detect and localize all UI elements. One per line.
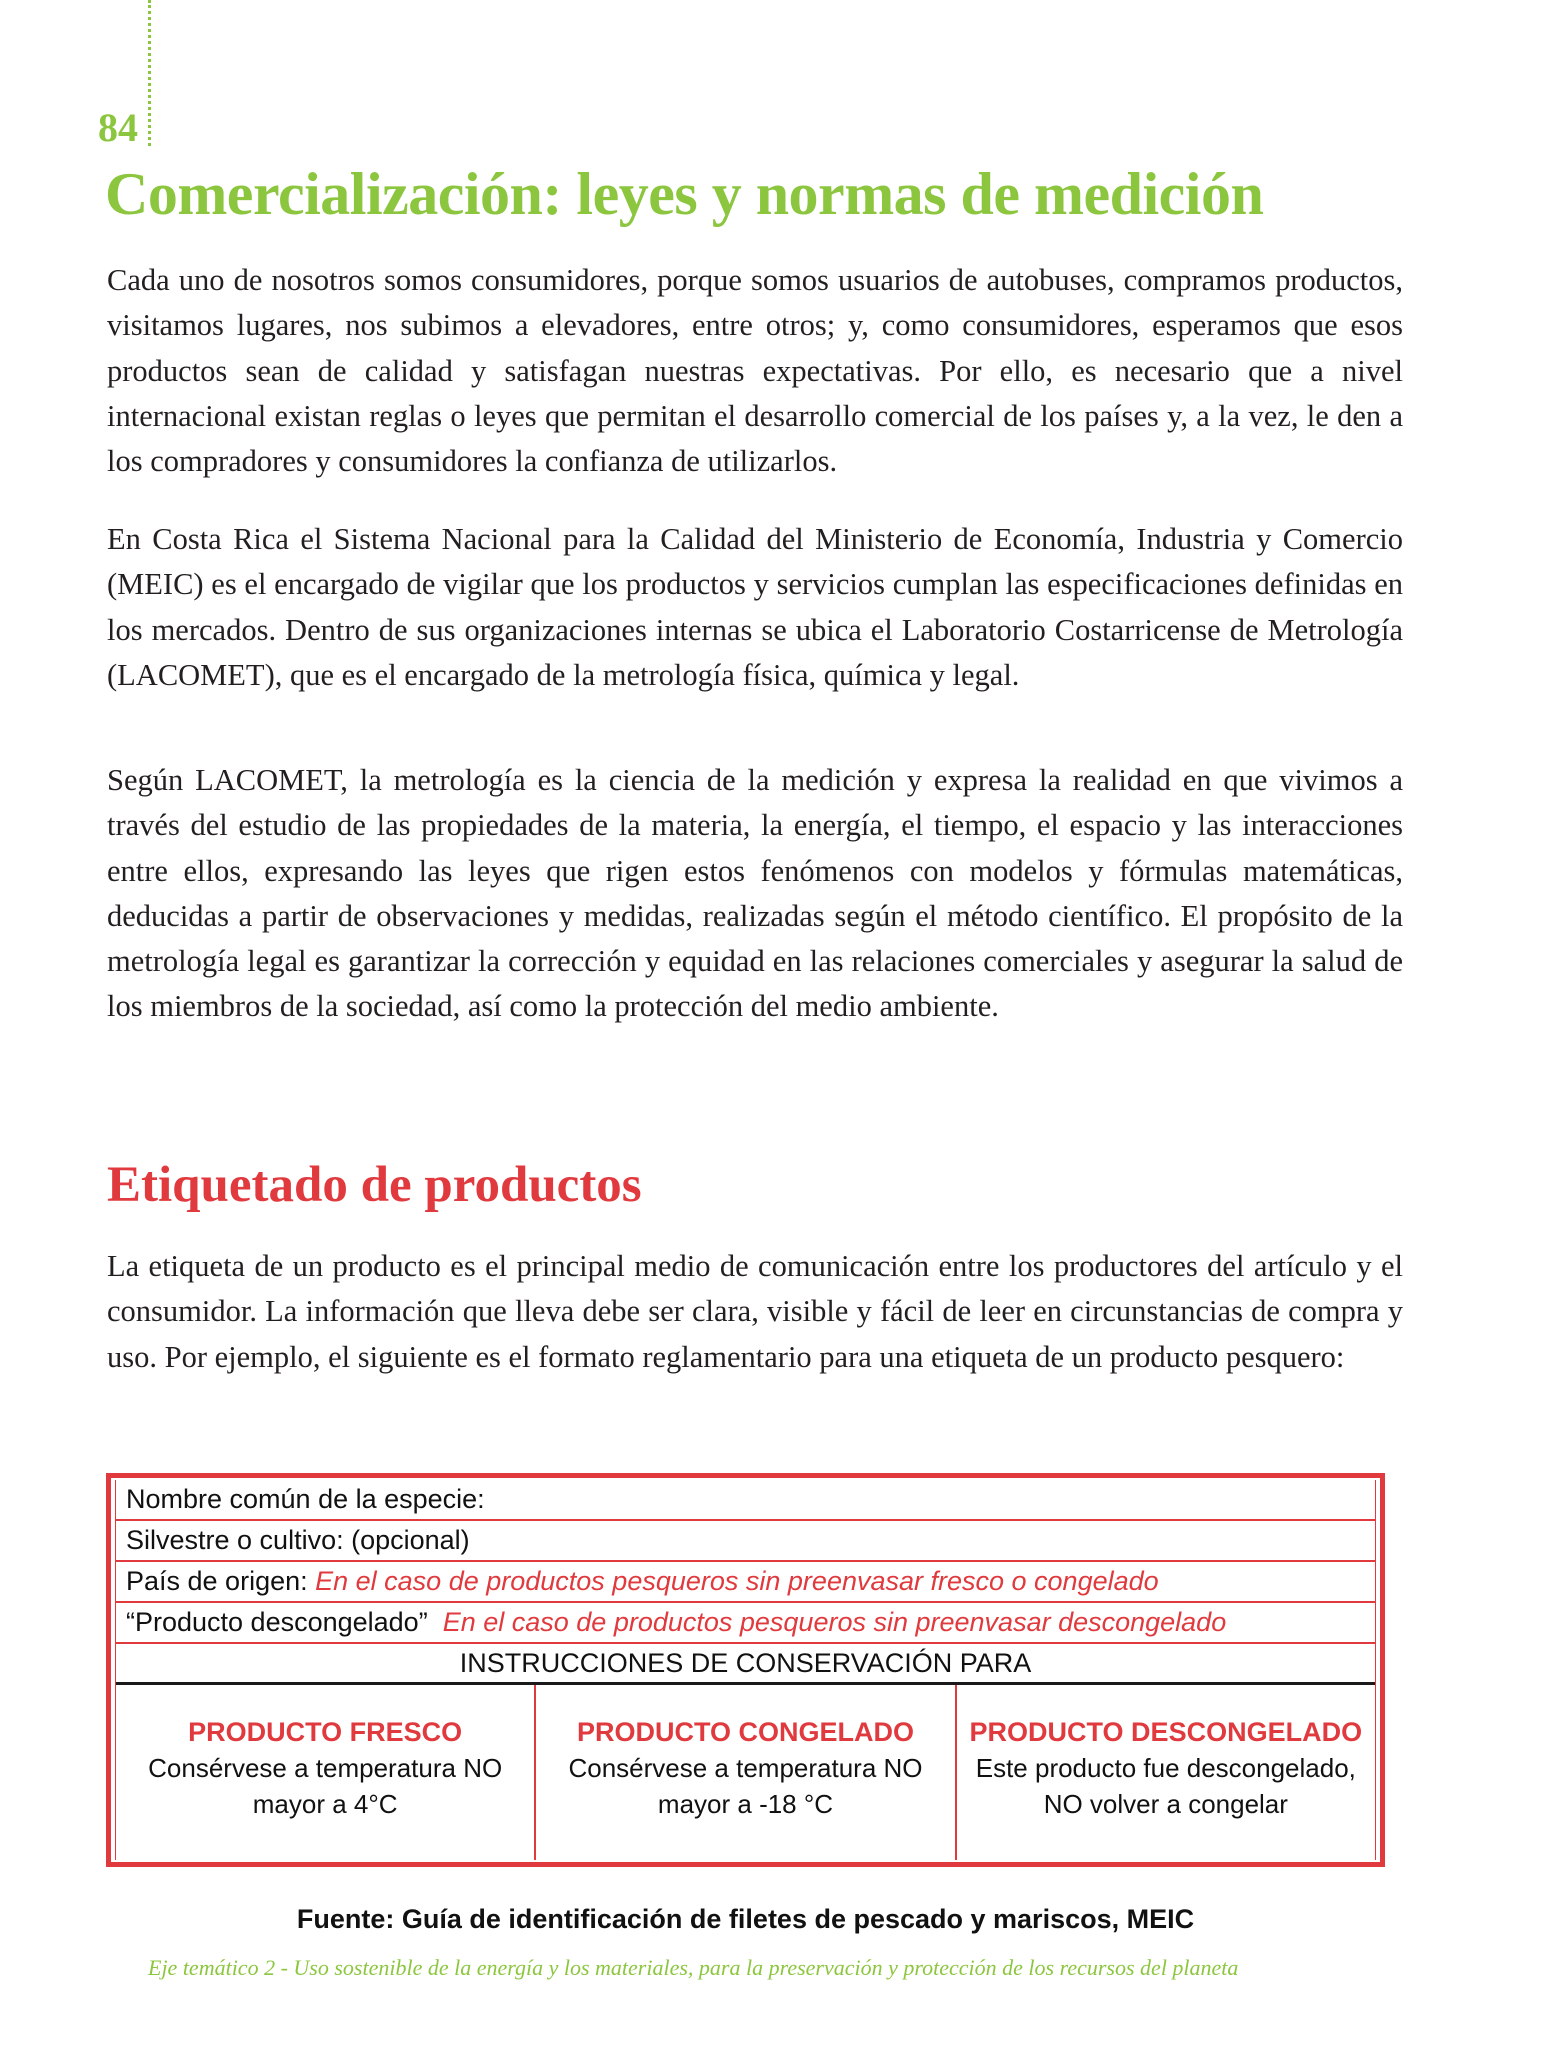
label-row-thawed <box>116 1603 1375 1644</box>
margin-dotted-rule <box>148 0 151 146</box>
table-source-caption: Fuente: Guía de identificación de filetes de pescado y mariscos, MEIC <box>296 1904 1195 1934</box>
label-row-text: Nombre común de la especie: <box>126 1484 485 1514</box>
instruction-text: NO volver a congelar <box>1043 1788 1288 1819</box>
page-title: Comercialización: leyes y normas de medición <box>105 161 1264 227</box>
instruction-text: Consérvese a temperatura NO <box>568 1752 923 1783</box>
section-paragraph: La etiqueta de un producto es el principal medio de comunicación entre los productores del artículo y el consumidor. La información que lleva debe ser clara, visible y fácil de leer en circunstancias de compra y uso. Por ejemplo, el siguiente es el formato reglamentario para una etiqueta de un producto pesquero: <box>107 1249 1403 1374</box>
running-footer: Eje temático 2 - Uso sostenible de la energía y los materiales, para la preservación y protección de los recursos del planeta <box>148 1955 1239 1980</box>
label-row-note: En el caso de productos pesqueros sin preenvasar fresco o congelado <box>315 1566 1159 1596</box>
body-paragraph: Cada uno de nosotros somos consumidores, porque somos usuarios de autobuses, compramos productos, visitamos lugares, nos subimos a elevadores, entre otros; y, como consumidores, esperamos que esos productos sean de calidad y satisfagan nuestras expectativas. Por ello, es necesario que a nivel internacional existan reglas o leyes que permitan el desarrollo comercial de los países y, a la vez, le den a los compradores y consumidores la confianza de utilizarlos. <box>107 263 1403 479</box>
product-label-table <box>106 1473 1385 1867</box>
body-paragraph: Según LACOMET, la metrología es la ciencia de la medición y expresa la realidad en que vivimos a través del estudio de las propiedades de la materia, la energía, el tiempo, el espacio y las interacciones entre ellos, expresando las leyes que rigen estos fenómenos con modelos y fórmulas matemáticas, deducidas a partir de observaciones y medidas, realizadas según el método científico. El propósito de la metrología legal es garantizar la corrección y equidad en las relaciones comerciales y asegurar la salud de los miembros de la sociedad, así como la protección del medio ambiente. <box>107 763 1403 1024</box>
instruction-title: PRODUCTO FRESCO <box>188 1716 463 1747</box>
instruction-text: Este producto fue descongelado, <box>975 1752 1356 1783</box>
label-row-species <box>116 1480 1375 1521</box>
instruction-column-thawed <box>955 1685 1375 1860</box>
instruction-text: mayor a -18 °C <box>657 1788 834 1819</box>
label-row-origin-type <box>116 1521 1375 1562</box>
instruction-title: PRODUCTO DESCONGELADO <box>969 1716 1363 1747</box>
body-paragraph: En Costa Rica el Sistema Nacional para la Calidad del Ministerio de Economía, Industria y Comercio (MEIC) es el encargado de vigilar que los productos y servicios cumplan las especificaciones definidas en los mercados. Dentro de sus organizaciones internas se ubica el Laboratorio Costarricense de Metrología (LACOMET), que es el encargado de la metrología física, química y legal. <box>107 522 1403 692</box>
instruction-text: Consérvese a temperatura NO <box>148 1752 503 1783</box>
label-row-note: En el caso de productos pesqueros sin preenvasar descongelado <box>442 1607 1227 1637</box>
label-row-text: Silvestre o cultivo: (opcional) <box>126 1525 470 1555</box>
label-row-country <box>116 1562 1375 1603</box>
label-row-text: País de origen: <box>126 1566 316 1596</box>
instruction-column-fresh <box>116 1685 534 1860</box>
instructions-columns <box>116 1685 1375 1860</box>
instruction-text: mayor a 4°C <box>252 1788 398 1819</box>
instruction-column-frozen <box>534 1685 954 1860</box>
instruction-title: PRODUCTO CONGELADO <box>576 1716 914 1747</box>
section-title: Etiquetado de productos <box>107 1157 642 1213</box>
label-row-text: “Producto descongelado” <box>126 1607 443 1637</box>
label-inner-frame <box>115 1480 1376 1860</box>
page-number: 84 <box>98 105 138 150</box>
instructions-header: INSTRUCCIONES DE CONSERVACIÓN PARA <box>116 1644 1375 1685</box>
